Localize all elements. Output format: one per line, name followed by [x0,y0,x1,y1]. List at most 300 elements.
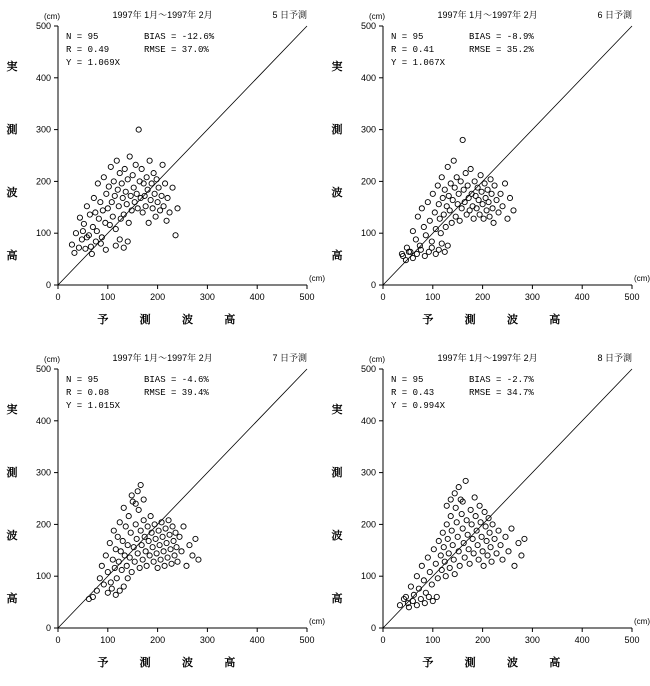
data-point [107,222,112,227]
data-point [125,177,130,182]
data-point [450,197,455,202]
panel-title: 1997年 1月～1997年 2月 [112,353,213,363]
data-point [156,185,161,190]
data-point [146,538,151,543]
data-point [410,598,415,603]
data-point [425,200,430,205]
data-point [505,216,510,221]
data-point [433,226,438,231]
stat-n: N = 95 [66,32,99,42]
data-point [111,528,116,533]
data-point [480,202,485,207]
data-point [121,245,126,250]
data-point [120,195,125,200]
stat-bias: BIAS = -8.9% [469,32,534,42]
y-axis-title-char: 高 [331,593,343,605]
data-point [430,191,435,196]
data-point [143,549,148,554]
y-tick-label: 300 [360,467,376,478]
x-tick-label: 100 [100,635,116,645]
data-point [135,206,140,211]
data-point [169,561,174,566]
x-tick-label: 400 [574,292,590,302]
data-point [490,522,495,527]
data-point [485,553,490,558]
data-point [414,251,419,256]
data-point [110,557,115,562]
x-tick-label: 300 [199,292,215,302]
data-point [442,187,447,192]
data-point [187,543,192,548]
data-point [137,565,142,570]
y-tick-label: 500 [360,364,376,374]
data-point [418,596,423,601]
data-point [119,181,124,186]
data-point [403,258,408,263]
data-points [86,482,201,601]
data-point [414,603,419,608]
data-point [128,530,133,535]
data-point [482,181,487,186]
x-tick-label: 400 [574,635,590,645]
stat-r: R = 0.49 [66,45,110,55]
x-axis-title-char: 波 [181,314,193,326]
panel-title: 1997年 1月～1997年 2月 [437,10,538,20]
y-axis-title-char: 測 [6,467,18,479]
x-axis-title-char: 波 [506,657,518,669]
data-point [125,239,130,244]
x-tick-label: 200 [150,292,166,302]
data-point [135,551,140,556]
data-point [116,559,121,564]
data-point [445,164,450,169]
data-point [453,214,458,219]
data-point [141,518,146,523]
data-point [151,171,156,176]
data-point [127,154,132,159]
data-point [437,216,442,221]
y-tick-label: 300 [35,467,51,478]
data-point [126,514,131,519]
data-point [140,210,145,215]
data-point [487,530,492,535]
data-point [175,206,180,211]
data-point [496,210,501,215]
data-point [436,538,441,543]
data-point [76,245,81,250]
data-point [165,195,170,200]
data-point [96,216,101,221]
y-tick-label: 200 [360,176,376,187]
data-point [454,520,459,525]
data-point [150,206,155,211]
data-point [113,592,118,597]
data-point [506,549,511,554]
data-point [433,251,438,256]
y-axis-title-char: 実 [6,404,18,416]
panel-subtitle: 7 日予測 [272,353,307,363]
data-point [108,580,113,585]
data-point [153,536,158,541]
data-point [481,563,486,568]
data-point [173,530,178,535]
data-point [486,200,491,205]
data-point [492,183,497,188]
x-tick-label: 200 [150,635,166,645]
data-point [117,237,122,242]
data-point [427,218,432,223]
data-point [477,212,482,217]
data-point [441,545,446,550]
data-point [147,553,152,558]
data-point [116,204,121,209]
data-point [111,179,116,184]
data-point [498,543,503,548]
y-axis-title-char: 高 [6,250,18,262]
data-point [500,204,505,209]
data-point [455,534,460,539]
data-point [519,553,524,558]
x-axis-title-char: 予 [422,314,434,326]
data-point [121,505,126,510]
data-point [114,158,119,163]
data-point [431,547,436,552]
x-tick-label: 0 [380,292,386,302]
x-tick-label: 0 [380,635,386,645]
data-point [79,237,84,242]
data-point [122,166,127,171]
data-point [446,193,451,198]
data-point [179,549,184,554]
y-tick-label: 200 [35,176,51,187]
data-point [173,233,178,238]
y-axis-title-char: 波 [331,530,343,542]
data-point [448,514,453,519]
data-point [163,526,168,531]
data-point [117,588,122,593]
data-point [484,208,489,213]
data-point [475,543,480,548]
data-point [444,503,449,508]
x-axis-title-char: 測 [464,657,476,669]
data-point [498,191,503,196]
data-point [140,557,145,562]
data-point [124,202,129,207]
data-point [447,565,452,570]
data-point [442,249,447,254]
data-point [72,250,77,255]
data-point [448,181,453,186]
data-point [128,193,133,198]
x-axis-title-char: 測 [139,314,151,326]
data-point [151,559,156,564]
y-tick-label: 400 [35,72,51,83]
data-point [473,514,478,519]
data-point [161,204,166,209]
data-point [421,224,426,229]
x-unit-label: (cm) [634,274,650,283]
data-point [105,569,110,574]
data-point [456,191,461,196]
data-point [124,563,129,568]
data-point [158,557,163,562]
scatter-plot-1 [325,0,650,343]
data-point [500,557,505,562]
y-unit-label: (cm) [44,355,60,364]
data-point [435,183,440,188]
x-axis-title-char: 高 [224,314,236,326]
data-point [171,538,176,543]
stat-rmse: RMSE = 39.4% [144,388,209,398]
data-point [450,543,455,548]
data-point [485,187,490,192]
data-point [143,204,148,209]
data-point [115,187,120,192]
data-point [196,557,201,562]
data-point [136,507,141,512]
data-point [425,555,430,560]
data-point [177,534,182,539]
data-point [459,206,464,211]
data-point [464,518,469,523]
data-point [426,594,431,599]
y-tick-label: 400 [35,415,51,426]
data-point [410,255,415,260]
data-point [174,545,179,550]
data-point [168,547,173,552]
data-point [110,214,115,219]
x-tick-label: 100 [425,635,441,645]
data-point [181,524,186,529]
data-point [445,536,450,541]
data-point [413,237,418,242]
data-point [440,530,445,535]
data-point [438,553,443,558]
data-point [139,543,144,548]
stat-r: R = 0.43 [391,388,435,398]
x-axis-title-char: 高 [549,657,561,669]
data-point [435,576,440,581]
stat-r: R = 0.41 [391,45,435,55]
stat-n: N = 95 [66,375,99,385]
stat-bias: BIAS = -4.6% [144,375,209,385]
y-tick-label: 100 [35,571,51,582]
data-point [167,532,172,537]
data-point [447,208,452,213]
stat-rmse: RMSE = 35.2% [469,45,534,55]
x-axis-title-char: 高 [549,314,561,326]
data-point [113,243,118,248]
x-unit-label: (cm) [309,617,325,626]
stat-slope: Y = 1.067X [391,58,446,68]
data-point [466,547,471,552]
data-point [452,491,457,496]
data-point [509,526,514,531]
data-point [132,200,137,205]
data-point [448,497,453,502]
data-point [430,598,435,603]
data-point [106,184,111,189]
data-point [489,559,494,564]
data-point [479,534,484,539]
data-points [399,137,516,262]
y-tick-label: 0 [45,280,51,290]
data-point [438,231,443,236]
data-point [98,241,103,246]
data-point [93,210,98,215]
data-point [449,220,454,225]
data-point [443,574,448,579]
data-point [491,220,496,225]
data-point [494,197,499,202]
data-point [94,588,99,593]
x-tick-label: 100 [425,292,441,302]
data-point [160,162,165,167]
data-point [463,171,468,176]
data-point [414,574,419,579]
data-point [88,244,93,249]
data-point [439,567,444,572]
scatter-plot-0 [0,0,325,343]
data-point [452,185,457,190]
data-point [108,164,113,169]
data-points [69,127,180,257]
data-point [488,177,493,182]
y-tick-label: 500 [35,364,51,374]
data-point [130,173,135,178]
data-point [426,249,431,254]
data-point [127,555,132,560]
x-tick-label: 500 [299,635,315,645]
data-point [98,200,103,205]
data-point [511,208,516,213]
data-point [166,518,171,523]
data-point [104,191,109,196]
data-point [162,563,167,568]
data-point [114,576,119,581]
data-point [471,216,476,221]
data-point [94,229,99,234]
x-tick-label: 500 [624,635,640,645]
x-tick-label: 300 [524,635,540,645]
y-axis-title-char: 高 [331,250,343,262]
x-tick-label: 500 [299,292,315,302]
data-point [155,565,160,570]
data-point [115,534,120,539]
data-point [105,206,110,211]
data-point [73,231,78,236]
data-point [134,191,139,196]
data-point [445,243,450,248]
data-point [433,561,438,566]
data-point [99,563,104,568]
x-axis-title-char: 予 [97,657,109,669]
data-point [131,185,136,190]
data-point [419,206,424,211]
stat-slope: Y = 0.994X [391,401,446,411]
data-point [84,204,89,209]
data-point [516,540,521,545]
data-point [488,545,493,550]
data-point [107,540,112,545]
data-point [101,175,106,180]
y-axis-title-char: 実 [331,61,343,73]
data-point [439,241,444,246]
data-point [421,578,426,583]
data-point [451,557,456,562]
data-point [113,226,118,231]
data-point [461,540,466,545]
data-point [162,181,167,186]
scatter-panel-1 [325,0,650,343]
data-point [476,197,481,202]
x-tick-label: 500 [624,292,640,302]
x-tick-label: 300 [524,292,540,302]
data-point [147,158,152,163]
data-point [483,524,488,529]
x-axis-title-char: 波 [506,314,518,326]
data-point [125,543,130,548]
data-point [81,221,86,226]
data-point [165,555,170,560]
stat-rmse: RMSE = 37.0% [144,45,209,55]
y-unit-label: (cm) [44,12,60,21]
data-point [144,563,149,568]
data-point [133,522,138,527]
data-point [461,187,466,192]
data-point [138,528,143,533]
y-tick-label: 0 [370,280,376,290]
data-point [462,555,467,560]
data-point [152,522,157,527]
data-point [460,137,465,142]
panel-subtitle: 8 日予測 [597,353,632,363]
data-point [467,561,472,566]
y-axis-title-char: 測 [331,467,343,479]
x-tick-label: 300 [199,635,215,645]
data-point [121,584,126,589]
data-point [125,576,130,581]
y-tick-label: 200 [360,519,376,530]
data-point [129,493,134,498]
data-point [190,553,195,558]
data-point [148,514,153,519]
x-axis-title-char: 予 [422,657,434,669]
data-point [109,200,114,205]
stat-n: N = 95 [391,32,424,42]
data-point [167,210,172,215]
data-point [159,193,164,198]
data-point [148,197,153,202]
data-point [475,185,480,190]
y-tick-label: 0 [370,623,376,633]
panel-subtitle: 5 日予測 [272,10,307,20]
data-point [434,594,439,599]
data-point [123,189,128,194]
x-unit-label: (cm) [634,617,650,626]
data-point [457,563,462,568]
data-point [136,127,141,132]
data-point [89,251,94,256]
data-point [457,218,462,223]
data-point [132,559,137,564]
data-point [170,524,175,529]
x-axis-title-char: 測 [464,314,476,326]
data-point [97,576,102,581]
y-axis-title-char: 波 [6,530,18,542]
data-point [123,524,128,529]
scatter-plot-2 [0,343,325,686]
